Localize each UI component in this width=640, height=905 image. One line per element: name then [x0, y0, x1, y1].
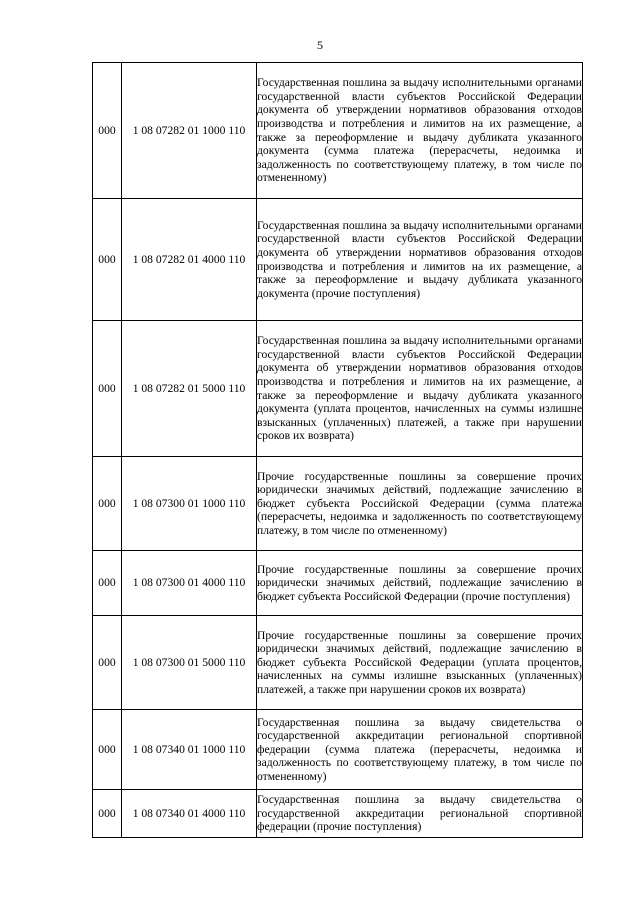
description-cell: Государственная пошлина за выдачу исполнительными органами государственной власти субъектов Российской Федерации документа об утверждении нормативов образования отходов производства и потребления и лимитов на их размещение, а также за переоформление и выдачу дубликата указанного документа (уплата процентов, начисленных на суммы излишне взысканных (уплаченных) платежей, а также при нарушении сроков их возврата) — [257, 321, 583, 457]
table-row — [93, 551, 583, 616]
budget-classification-code-cell: 1 08 07282 01 5000 110 — [122, 321, 257, 457]
budget-classification-code-cell: 1 08 07300 01 5000 110 — [122, 616, 257, 710]
description-cell: Государственная пошлина за выдачу исполнительными органами государственной власти субъектов Российской Федерации документа об утверждении нормативов образования отходов производства и потребления и лимитов на их размещение, а также за переоформление и выдачу дубликата указанного документа (сумма платежа (перерасчеты, недоимка и задолженность по соответствующему платежу, в том числе по отмененному) — [257, 63, 583, 199]
budget-classification-code-cell: 1 08 07282 01 4000 110 — [122, 199, 257, 321]
budget-classification-code-cell: 1 08 07300 01 1000 110 — [122, 457, 257, 551]
table-row — [93, 616, 583, 710]
description-cell: Прочие государственные пошлины за совершение прочих юридически значимых действий, подлежащие зачислению в бюджет субъекта Российской Федерации (сумма платежа (перерасчеты, недоимка и задолженность по соответствующему платежу, в том числе по отмененному) — [257, 457, 583, 551]
description-cell: Государственная пошлина за выдачу свидетельства о государственной аккредитации региональной спортивной федерации (сумма платежа (перерасчеты, недоимка и задолженность по соответствующему платежу, в том числе по отмененному) — [257, 710, 583, 790]
admin-code-cell: 000 — [93, 63, 122, 199]
budget-classification-code-cell: 1 08 07340 01 4000 110 — [122, 790, 257, 838]
budget-classification-code-cell: 1 08 07340 01 1000 110 — [122, 710, 257, 790]
table-row — [93, 321, 583, 457]
description-cell: Прочие государственные пошлины за совершение прочих юридически значимых действий, подлежащие зачислению в бюджет субъекта Российской Федерации (уплата процентов, начисленных на суммы излишне взысканных (уплаченных) платежей, а также при нарушении сроков их возврата) — [257, 616, 583, 710]
description-cell: Государственная пошлина за выдачу свидетельства о государственной аккредитации региональной спортивной федерации (прочие поступления) — [257, 790, 583, 838]
admin-code-cell: 000 — [93, 790, 122, 838]
revenue-code-table — [92, 62, 583, 838]
table-row — [93, 710, 583, 790]
admin-code-cell: 000 — [93, 710, 122, 790]
admin-code-cell: 000 — [93, 616, 122, 710]
admin-code-cell: 000 — [93, 321, 122, 457]
admin-code-cell: 000 — [93, 199, 122, 321]
table-row — [93, 790, 583, 838]
table-row — [93, 199, 583, 321]
admin-code-cell: 000 — [93, 457, 122, 551]
budget-classification-code-cell: 1 08 07300 01 4000 110 — [122, 551, 257, 616]
table-row — [93, 457, 583, 551]
admin-code-cell: 000 — [93, 551, 122, 616]
table-row — [93, 63, 583, 199]
description-cell: Государственная пошлина за выдачу исполнительными органами государственной власти субъектов Российской Федерации документа об утверждении нормативов образования отходов производства и потребления и лимитов на их размещение, а также за переоформление и выдачу дубликата указанного документа (прочие поступления) — [257, 199, 583, 321]
budget-classification-code-cell: 1 08 07282 01 1000 110 — [122, 63, 257, 199]
page-number: 5 — [317, 38, 323, 52]
description-cell: Прочие государственные пошлины за совершение прочих юридически значимых действий, подлежащие зачислению в бюджет субъекта Российской Федерации (прочие поступления) — [257, 551, 583, 616]
